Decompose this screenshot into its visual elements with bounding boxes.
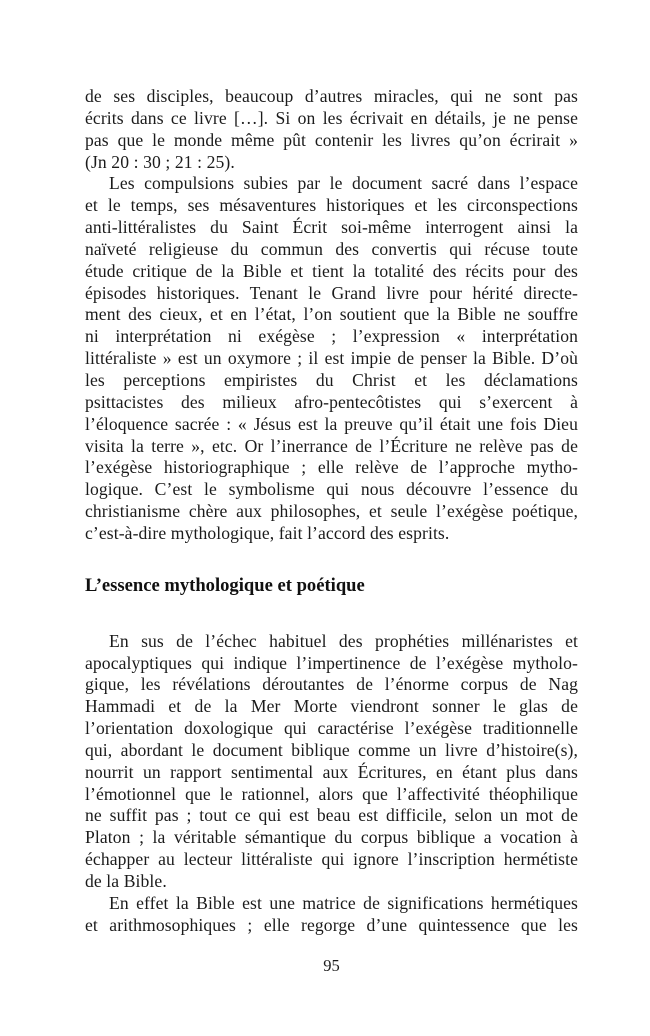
paragraph [85,631,578,893]
paragraph-continuation [85,86,578,173]
text-line: christianisme chère aux philosophes, et seule l’exégèse poétique, [85,501,578,522]
text-line: visita la terre », etc. Or l’inerrance de l’Écriture ne relève pas de [85,435,578,456]
text-line: En effet la Bible est une matrice de significations hermétiques [109,892,578,913]
page-number: 95 [323,956,340,975]
text-line: psittacistes des milieux afro-pentecôtistes qui s’exercent à [85,391,578,412]
text-line: l’orientation doxologique qui caractérise l’exégèse traditionnelle [85,718,578,739]
text-line: pas que le monde même pût contenir les livres qu’on écrirait » [85,129,578,150]
text-line: Platon ; la véritable sémantique du corpus biblique a vocation à [85,827,578,848]
text-line: ni interprétation ni exégèse ; l’expression « interprétation [85,326,578,347]
text-line: épisodes historiques. Tenant le Grand livre pour hérité directe- [85,282,578,303]
text-line: apocalyptiques qui indique l’impertinence de l’exégèse mytholo- [85,652,578,673]
text-line: (Jn 20 : 30 ; 21 : 25). [85,151,235,172]
text-line: qui, abordant le document biblique comme un livre d’histoire(s), [85,739,578,760]
paragraph [85,893,578,937]
text-line: de la Bible. [85,871,167,891]
text-line: nourrit un rapport sentimental aux Écritures, en étant plus dans [85,761,578,782]
text-line: l’émotionnel que le rationnel, alors que l’affectivité théophilique [85,783,578,804]
text-line: naïveté religieuse du commun des convertis qui récuse toute [85,238,578,259]
page-body [85,86,578,937]
text-line: ment des cieux, et en l’état, l’on soutient que la Bible ne souffre [85,304,578,325]
text-line: En sus de l’échec habituel des prophéties millénaristes et [109,630,578,651]
text-line: littéraliste » est un oxymore ; il est impie de penser la Bible. D’où [85,348,578,369]
text-line: l’éloquence sacrée : « Jésus est la preuve qu’il était une fois Dieu [85,413,578,434]
text-line: les perceptions empiristes du Christ et les déclamations [85,369,578,390]
text-line: c’est-à-dire mythologique, fait l’accord des esprits. [85,522,450,543]
text-line: Hammadi et de la Mer Morte viendront sonner le glas de [85,696,578,717]
text-line: écrits dans ce livre […]. Si on les écrivait en détails, je ne pense [85,107,578,128]
text-line: gique, les révélations déroutantes de l’énorme corpus de Nag [85,674,578,695]
text-line: échapper au lecteur littéraliste qui ignore l’inscription hermétiste [85,849,578,870]
text-line: anti-littéralistes du Saint Écrit soi-même interrogent ainsi la [85,217,578,238]
section-heading: L’essence mythologique et poétique [85,574,365,596]
text-line: l’exégèse historiographique ; elle relève de l’approche mytho- [85,457,578,478]
text-line: Les compulsions subies par le document sacré dans l’espace [109,173,578,194]
text-line: ne suffit pas ; tout ce qui est beau est difficile, selon un mot de [85,805,578,826]
text-line: de ses disciples, beaucoup d’autres miracles, qui ne sont pas [85,86,578,106]
text-line: logique. C’est le symbolisme qui nous découvre l’essence du [85,479,578,500]
text-line: et le temps, ses mésaventures historiques et les circonspections [85,195,578,216]
text-line: étude critique de la Bible et tient la totalité des récits pour des [85,260,578,281]
text-line: et arithmosophiques ; elle regorge d’une quintessence que les [85,914,578,935]
paragraph [85,173,578,544]
